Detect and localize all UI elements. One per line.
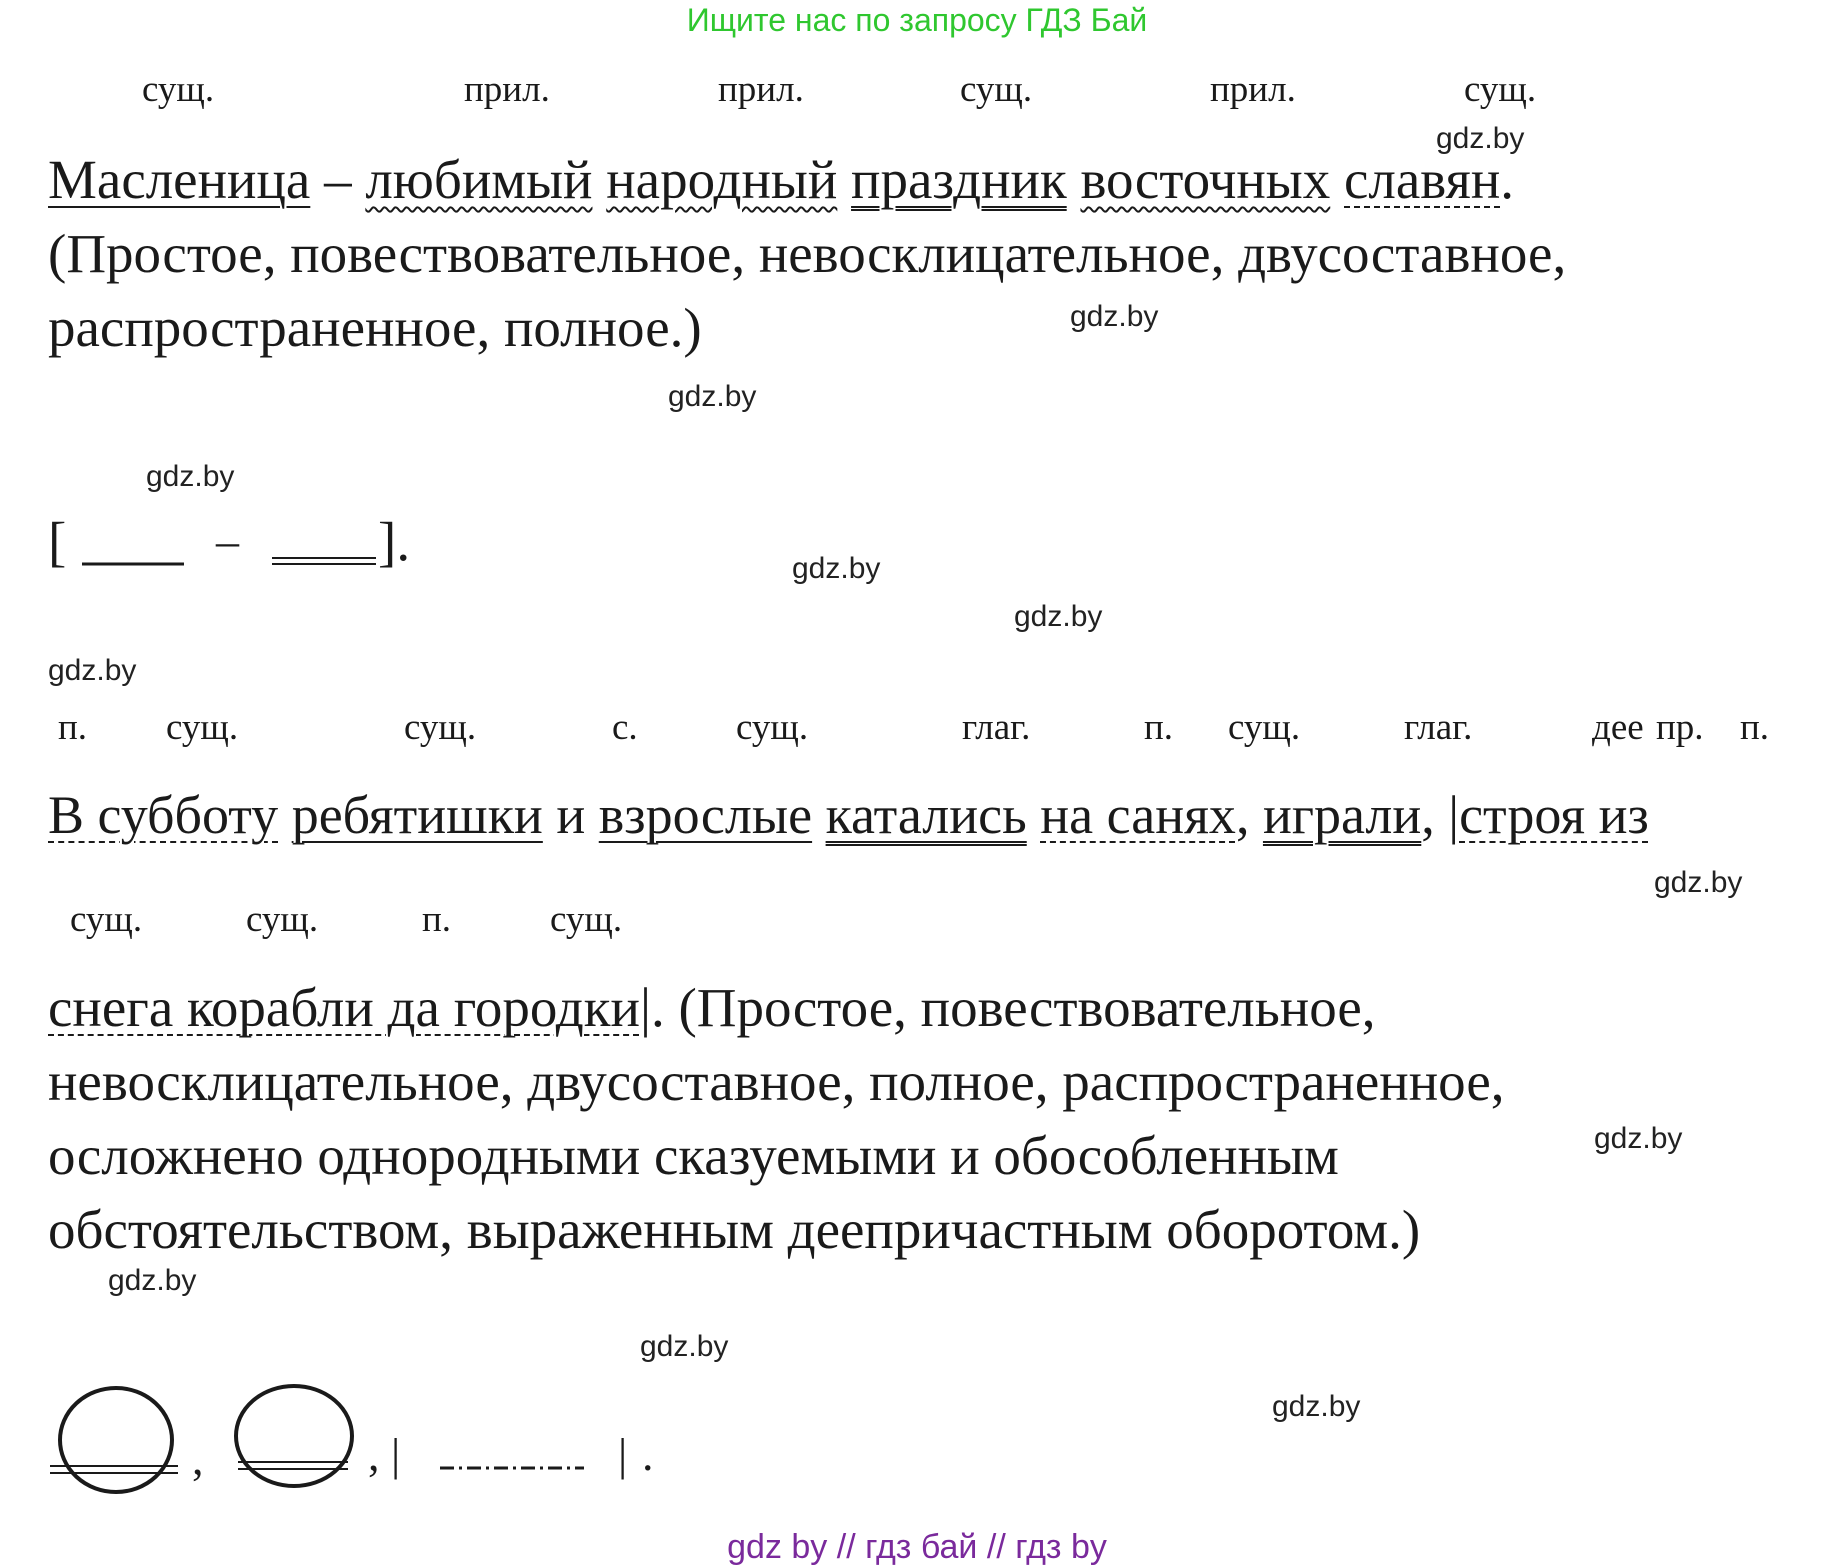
watermark: gdz.by [146, 460, 235, 493]
sentence-2-line-1: В субботу ребятишки и взрослые катались на санях, играли, |строя из [48, 785, 1649, 845]
scheme-2-comma: , [192, 1433, 204, 1484]
scheme-2-bar: | [618, 1429, 628, 1480]
watermark: gdz.by [48, 654, 137, 687]
watermark: gdz.by [640, 1330, 729, 1363]
scheme-1-open-bracket: [ [48, 511, 67, 572]
word-participial-circumstance: снега корабли да городки [48, 977, 640, 1038]
pos-label: прил. [1210, 69, 1296, 110]
pos-label: с. [612, 707, 638, 748]
watermark: gdz.by [1272, 1390, 1361, 1423]
pos-label: сущ. [246, 899, 319, 940]
watermark: gdz.by [1654, 866, 1743, 899]
word-subject: взрослые [598, 785, 813, 845]
pos-label: сущ. [70, 899, 143, 940]
pos-label: сущ. [960, 69, 1033, 110]
word-circumstance: на санях [1040, 785, 1236, 845]
pos-label: прил. [464, 69, 550, 110]
pos-label: сущ. [550, 899, 623, 940]
word-attribute: восточных [1080, 149, 1331, 210]
watermark: gdz.by [668, 380, 757, 413]
word-predicate: катались [825, 785, 1027, 845]
footer-links[interactable]: gdz by // гдз бай // гдз by [727, 1528, 1107, 1566]
sentence-2-line-2: снега корабли да городки|. (Простое, повествовательное, [48, 977, 1376, 1038]
sentence-1: Масленица – любимый народный праздник восточных славян. [48, 149, 1515, 210]
pos-label: п. [422, 899, 452, 940]
pos-label: п. [1144, 707, 1174, 748]
pos-label: сущ. [736, 707, 809, 748]
pos-label: прил. [718, 69, 804, 110]
scheme-2-homogeneous-subject-circle-2 [232, 1380, 362, 1502]
word-predicate: играли [1262, 785, 1422, 845]
scheme-1-dash: – [216, 515, 239, 566]
scheme-2-comma-bar: , | [368, 1429, 401, 1480]
analysis-1-line-2: распространенное, полное.) [48, 297, 702, 358]
pos-label: сущ. [404, 707, 477, 748]
scheme-2-homogeneous-subject-circle-1 [46, 1380, 186, 1502]
pos-label: п. [1740, 707, 1770, 748]
scheme-1-predicate-line [272, 556, 382, 570]
watermark: gdz.by [1594, 1122, 1683, 1155]
watermark: gdz.by [792, 552, 881, 585]
analysis-2-line-2: невосклицательное, двусоставное, полное, распространенное, [48, 1051, 1505, 1112]
watermark: gdz.by [1070, 300, 1159, 333]
watermark: gdz.by [1014, 600, 1103, 633]
watermark: gdz.by [1436, 122, 1525, 155]
scheme-2-period: . [642, 1429, 654, 1480]
pos-label: п. [58, 707, 88, 748]
pos-label: сущ. [142, 69, 215, 110]
word-participial-circumstance: строя из [1459, 785, 1649, 845]
analysis-1-line-1: (Простое, повествовательное, невосклицательное, двусоставное, [48, 223, 1567, 284]
pos-label: сущ. [1464, 69, 1537, 110]
word-attribute: любимый [365, 149, 593, 210]
pos-label: пр. [1656, 707, 1704, 748]
pos-label: сущ. [1228, 707, 1301, 748]
pos-label: сущ. [166, 707, 239, 748]
pos-label: глаг. [1404, 707, 1473, 748]
header-search-hint[interactable]: Ищите нас по запросу ГДЗ Бай [686, 2, 1148, 38]
pos-label: глаг. [962, 707, 1031, 748]
scheme-2-participial-line [440, 1464, 590, 1474]
pos-label: дее [1592, 707, 1644, 748]
word-object: славян [1344, 149, 1501, 210]
scheme-1-subject-line [82, 560, 192, 570]
watermark: gdz.by [108, 1264, 197, 1297]
analysis-2-line-4: обстоятельством, выраженным деепричастным оборотом.) [48, 1199, 1421, 1260]
analysis-2-line-3: осложнено однородными сказуемыми и обособленным [48, 1125, 1339, 1186]
word-subject: ребятишки [291, 785, 543, 845]
word-subject: Масленица [48, 149, 311, 210]
word-circumstance: В субботу [48, 785, 279, 845]
scheme-1-close-bracket: ]. [378, 511, 411, 572]
word-predicate: праздник [851, 149, 1067, 210]
word-attribute: народный [606, 149, 838, 210]
